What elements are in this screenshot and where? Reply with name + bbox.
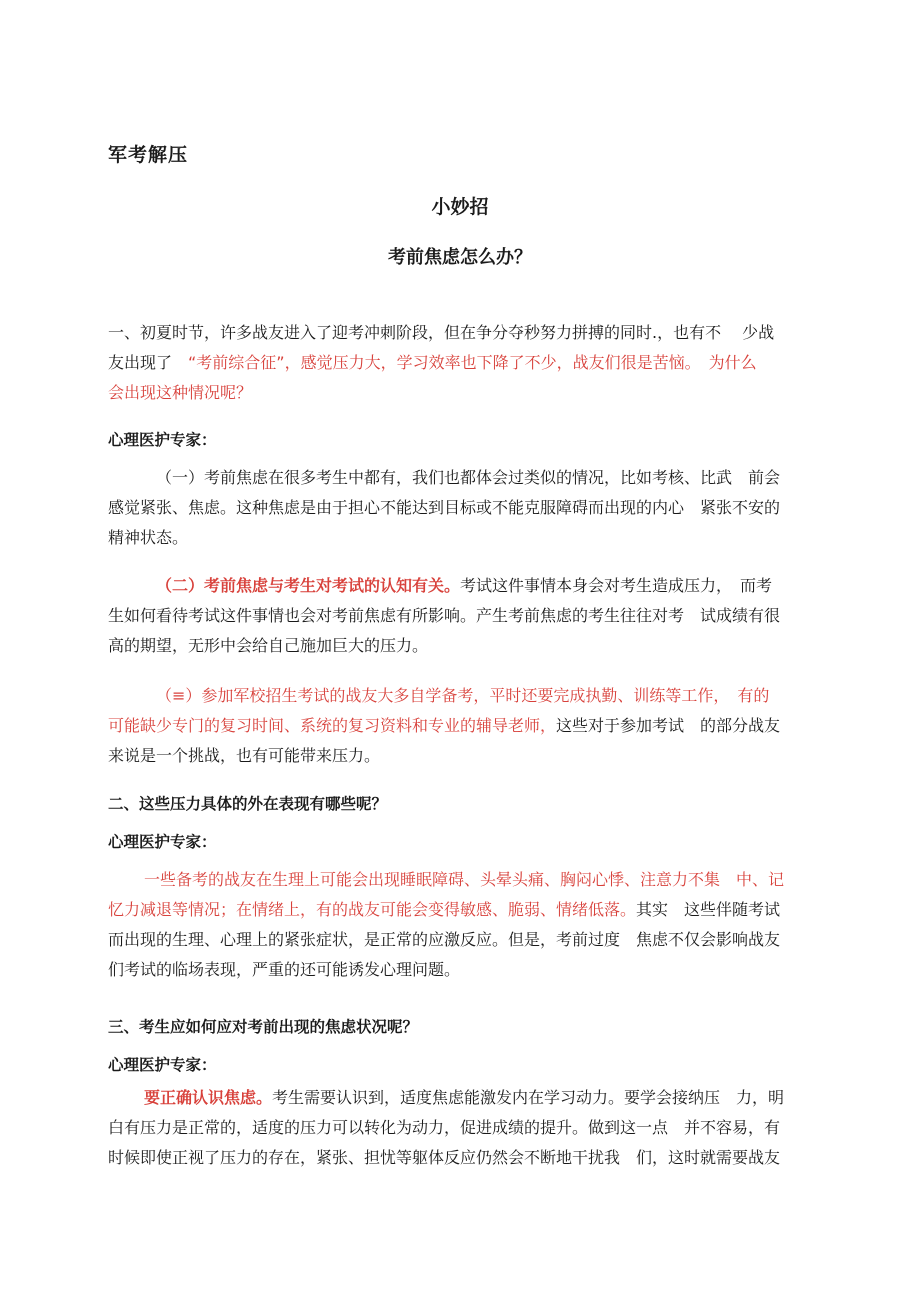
s1-p3-line-2-plain: 这些对于参加考试 的部分战友 xyxy=(556,716,781,735)
s1-p2-line-3: 高的期望，无形中会给自己施加巨大的压力。 xyxy=(108,636,429,655)
expert-label-2: 心理医护专家： xyxy=(108,833,217,851)
s1-p1-line-1: （一）考前焦虑在很多考生中都有，我们也都体会过类似的情况，比如考核、比武 前会 xyxy=(156,468,781,487)
s1-paragraph-2 xyxy=(108,571,814,661)
s3-line-2: 白有压力是正常的，适度的压力可以转化为动力，促进成绩的提升。做到这一点 并不容易，有 xyxy=(108,1118,781,1137)
expert-label-1: 心理医护专家： xyxy=(108,431,217,449)
intro-paragraph xyxy=(108,318,814,408)
s1-paragraph-3 xyxy=(108,681,814,771)
s1-p1-line-2: 感觉紧张、焦虑。这种焦虑是由于担心不能达到目标或不能克服障碍而出现的内心 紧张不安的 xyxy=(108,498,781,517)
s1-p2-line-1-highlight: （二）考前焦虑与考生对考试的认知有关。 xyxy=(156,576,461,595)
s1-p1-line-3: 精神状态。 xyxy=(108,528,189,547)
s1-p2-line-1 xyxy=(108,571,814,601)
s1-paragraph-1 xyxy=(108,463,814,553)
s2-line-4: 们考试的临场表现，严重的还可能诱发心理问题。 xyxy=(108,960,461,979)
s1-p3-line-2-highlight: 可能缺少专门的复习时间、系统的复习资料和专业的辅导老师， xyxy=(108,716,557,735)
s2-line-2-highlight: 忆力减退等情况；在情绪上，有的战友可能会变得敏感、脆弱、情绪低落。 xyxy=(108,900,637,919)
intro-line-2 xyxy=(108,348,814,378)
s3-line-3: 时候即使正视了压力的存在，紧张、担忧等躯体反应仍然会不断地干扰我 们，这时就需要战友 xyxy=(108,1148,781,1167)
s1-p2-line-2: 生如何看待考试这件事情也会对考前焦虑有所影响。产生考前焦虑的考生往往对考 试成绩有很 xyxy=(108,606,781,625)
s2-line-3: 而出现的生理、心理上的紧张症状，是正常的应激反应。但是，考前过度 焦虑不仅会影响战友 xyxy=(108,930,781,949)
subtitle-question: 考前焦虑怎么办？ xyxy=(388,247,532,268)
heading-section-3: 三、考生应如何应对考前出现的焦虑状况呢？ xyxy=(108,1018,419,1036)
s3-paragraph xyxy=(108,1083,814,1173)
s2-line-2 xyxy=(108,895,814,925)
intro-line-3: 会出现这种情况呢？ xyxy=(108,383,253,402)
intro-line-2-highlight: “考前综合征”，感觉压力大，学习效率也下降了不少，战友们很是苦恼。 为什么 xyxy=(188,353,757,372)
s1-p2-line-1-plain: 考试这件事情本身会对考生造成压力， 而考 xyxy=(460,576,773,595)
s2-line-2-plain: 其实 这些伴随考试 xyxy=(636,900,781,919)
subtitle-tips: 小妙招 xyxy=(431,196,489,218)
expert-label-3: 心理医护专家： xyxy=(108,1056,217,1074)
s2-line-1: 一些备考的战友在生理上可能会出现睡眠障碍、头晕头痛、胸闷心悸、注意力不集 中、记 xyxy=(144,870,785,889)
s3-line-1-highlight: 要正确认识焦虑。 xyxy=(144,1088,273,1107)
intro-line-1: 一、初夏时节，许多战友进入了迎考冲刺阶段，但在争分夺秒努力拼搏的同时.，也有不 少战 xyxy=(108,323,775,342)
document-title: 军考解压 xyxy=(108,144,189,166)
s1-p3-line-3: 来说是一个挑战，也有可能带来压力。 xyxy=(108,746,381,765)
s3-line-1 xyxy=(108,1083,814,1113)
s2-paragraph xyxy=(108,865,814,985)
s3-line-1-plain: 考生需要认识到，适度焦虑能激发内在学习动力。要学会接纳压 力，明 xyxy=(272,1088,785,1107)
intro-line-2-plain: 友出现了 xyxy=(108,353,189,372)
s1-p3-line-2 xyxy=(108,711,814,741)
heading-section-2: 二、这些压力具体的外在表现有哪些呢？ xyxy=(108,795,388,813)
s1-p3-line-1: （≡）参加军校招生考试的战友大多自学备考，平时还要完成执勤、训练等工作， 有的 xyxy=(156,686,770,705)
